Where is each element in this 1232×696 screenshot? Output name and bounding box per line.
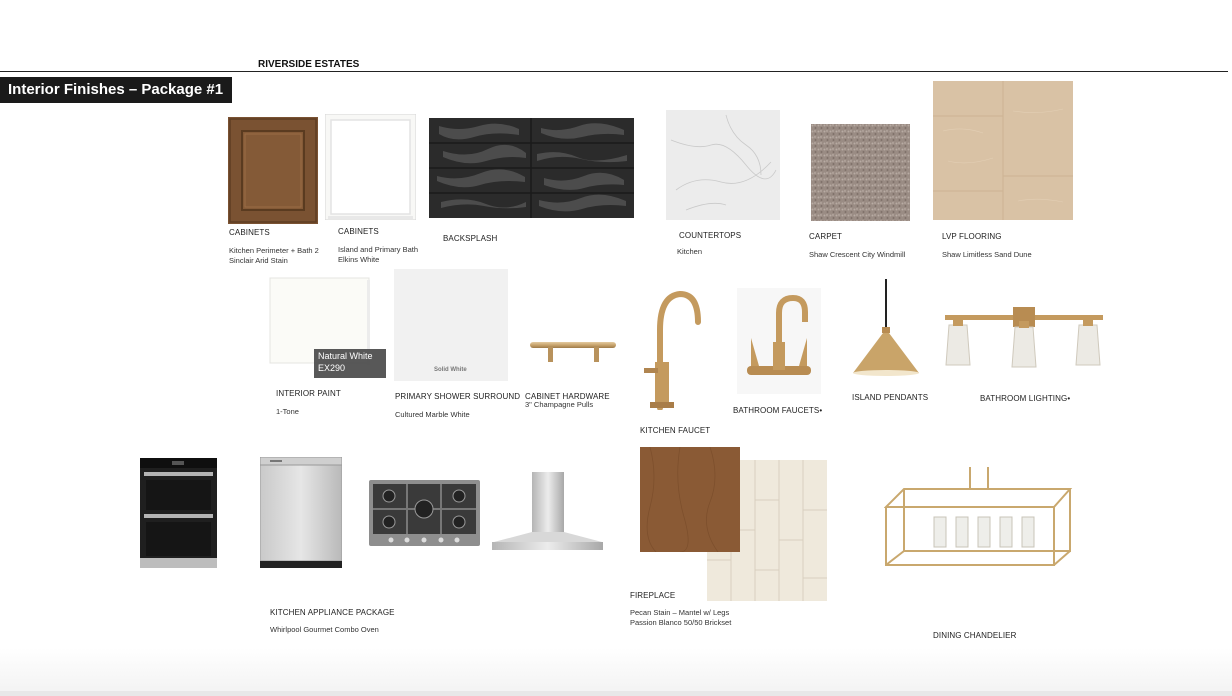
lvp-flooring-swatch — [933, 81, 1073, 220]
page-bottom-edge — [0, 691, 1232, 696]
cabinets-perimeter-finish: Sinclair Arid Stain — [229, 256, 288, 265]
backsplash-tile-swatch — [429, 118, 634, 218]
range-hood-image — [490, 472, 605, 554]
fireplace-label: FIREPLACE — [630, 591, 676, 600]
shower-surround-swatch — [394, 269, 508, 381]
fireplace-wood-swatch — [640, 447, 740, 552]
cabinets-perimeter-location: Kitchen Perimeter + Bath 2 — [229, 246, 319, 255]
cabinets-island-label: CABINETS — [338, 227, 379, 236]
island-pendant-image — [850, 279, 922, 379]
countertops-location: Kitchen — [677, 247, 703, 256]
cabinet-pull-image — [528, 330, 618, 366]
kitchen-faucet-image — [638, 290, 702, 410]
cabinet-stain-swatch — [228, 117, 318, 224]
countertops-label: COUNTERTOPS — [679, 231, 742, 240]
island-pendants-label: ISLAND PENDANTS — [852, 393, 929, 402]
header-divider — [0, 71, 1228, 72]
bathroom-faucet-image — [737, 288, 821, 394]
backsplash-label: BACKSPLASH — [443, 234, 498, 243]
bathroom-lighting-label: BATHROOM LIGHTING• — [980, 394, 1071, 403]
shower-surround-label: PRIMARY SHOWER SURROUND — [395, 392, 521, 401]
cabinets-island-location: Island and Primary Bath — [338, 245, 419, 254]
bathroom-vanity-light-image — [943, 305, 1105, 371]
paint-swatch-code: EX290 — [318, 363, 346, 373]
fireplace-mantel: Pecan Stain – Mantel w/ Legs — [630, 608, 730, 617]
dishwasher-image — [260, 457, 342, 568]
paint-swatch-name: Natural White — [318, 351, 373, 361]
gas-cooktop-image — [369, 480, 480, 546]
cabinet-hardware-product: 3" Champagne Pulls — [525, 400, 594, 409]
kitchen-appliance-label: KITCHEN APPLIANCE PACKAGE — [270, 608, 395, 617]
lvp-flooring-label: LVP FLOORING — [942, 232, 1002, 241]
cabinet-white-swatch — [325, 114, 416, 220]
shower-surround-product: Cultured Marble White — [395, 410, 470, 419]
carpet-swatch — [811, 124, 910, 221]
carpet-label: CARPET — [809, 232, 843, 241]
cabinets-island-finish: Elkins White — [338, 255, 380, 264]
lvp-flooring-product: Shaw Limitless Sand Dune — [942, 250, 1032, 259]
cabinet-hardware-label: CABINET HARDWARE — [525, 392, 610, 401]
shower-swatch-text: Solid White — [434, 367, 467, 373]
project-name: RIVERSIDE ESTATES — [258, 59, 360, 70]
kitchen-faucet-label: KITCHEN FAUCET — [640, 426, 711, 435]
countertop-quartz-swatch — [666, 110, 780, 220]
cabinets-perimeter-label: CABINETS — [229, 228, 270, 237]
dining-chandelier-image — [884, 467, 1074, 577]
wall-oven-image — [140, 458, 217, 568]
bathroom-faucets-label: BATHROOM FAUCETS• — [733, 406, 823, 415]
dining-chandelier-label: DINING CHANDELIER — [933, 631, 1017, 640]
kitchen-appliance-product: Whirlpool Gourmet Combo Oven — [270, 625, 379, 634]
page-footer-shade — [0, 648, 1232, 696]
fireplace-brick: Passion Blanco 50/50 Brickset — [630, 618, 732, 627]
page-title: Interior Finishes – Package #1 — [0, 77, 232, 103]
interior-paint-label: INTERIOR PAINT — [276, 389, 341, 398]
carpet-product: Shaw Crescent City Windmill — [809, 250, 906, 259]
interior-paint-spec: 1-Tone — [276, 407, 299, 416]
